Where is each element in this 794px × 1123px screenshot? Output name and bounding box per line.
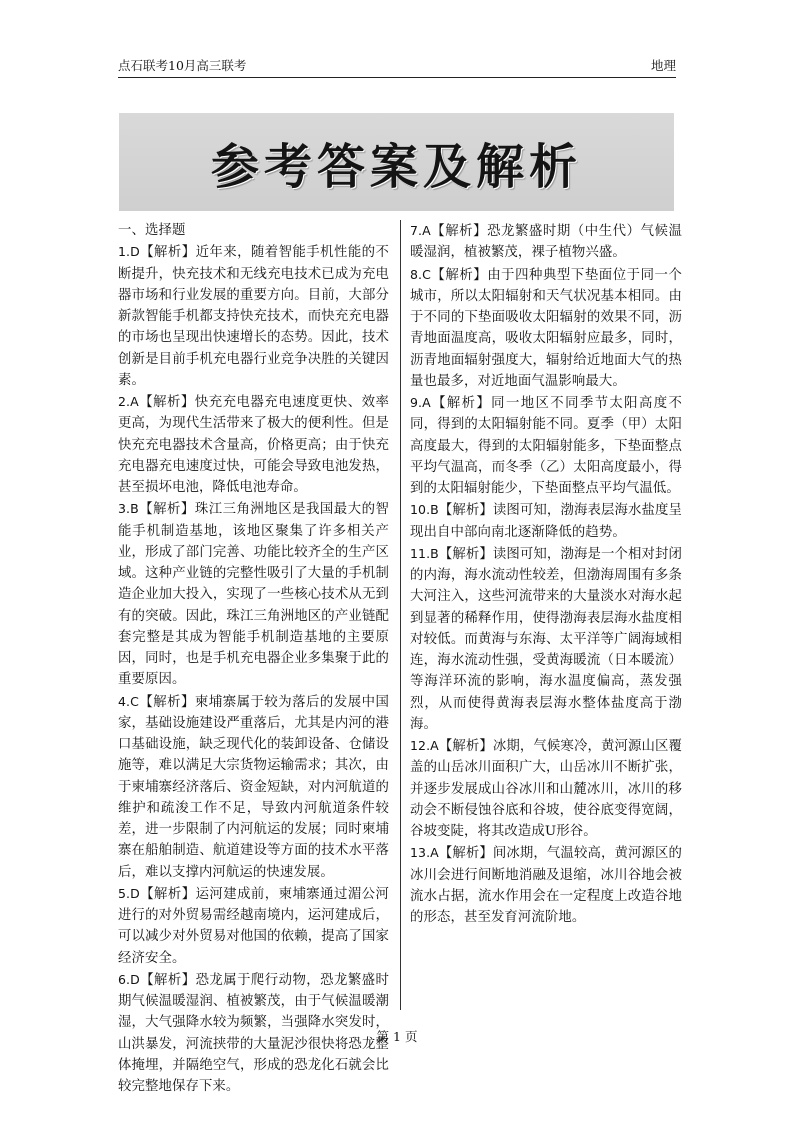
answer-number: 4.C xyxy=(118,693,139,709)
section-title: 一、选择题 xyxy=(118,223,186,238)
answer-number: 5.D xyxy=(118,885,140,901)
page-title: 参考答案及解析 xyxy=(210,138,582,195)
answer-item xyxy=(118,691,389,883)
answer-explanation: 【解析】间冰期，气温较高，黄河源区的冰川会进行间断地消融及退缩，冰川谷地会被流水占据，流水作用会在一定程度上改造谷地的形态，甚至发育河流阶地。 xyxy=(410,846,682,925)
answer-item xyxy=(410,264,682,393)
right-column xyxy=(410,220,682,928)
answer-number: 12.A xyxy=(410,738,439,753)
answer-item xyxy=(410,543,682,735)
answer-item xyxy=(410,735,682,842)
answer-explanation: 【解析】快充充电器充电速度更快、效率更高，为现代生活带来了极大的便利性。但是快充充电器技术含量高，价格更高；由于快充充电器充电速度过快，可能会导致电池发热，甚至损坏电池，降低电池寿命。 xyxy=(118,395,389,495)
answer-explanation: 【解析】同一地区不同季节太阳高度不同，得到的太阳辐射能不同。夏季（甲）太阳高度最大，得到的太阳辐射能多，下垫面整点平均气温高，而冬季（乙）太阳高度最小，得到的太阳辐射能少，下垫面整点平均气温低。 xyxy=(410,396,682,496)
answer-number: 2.A xyxy=(118,394,139,409)
answer-number: 9.A xyxy=(410,395,431,410)
answer-explanation: 【解析】恐龙繁盛时期（中生代）气候温暖湿润，植被繁茂，裸子植物兴盛。 xyxy=(410,224,682,261)
answer-item xyxy=(118,883,389,969)
answer-number: 6.D xyxy=(118,971,140,987)
answer-item xyxy=(118,498,389,690)
answer-explanation: 【解析】珠江三角洲地区是我国最大的智能手机制造基地，该地区聚集了许多相关产业，形成了部门完善、功能比较齐全的生产区域。这种产业链的完整性吸引了大量的手机制造企业加大投入，实现了一些核心技术从无到有的突破。因此，珠江三角洲地区的产业链配套完整是其成为智能手机制造基地的主要原因，同时，也是手机充电器企业多集聚于此的重要原因。 xyxy=(118,502,389,688)
answer-number: 7.A xyxy=(410,223,431,238)
answer-number: 1.D xyxy=(118,244,140,260)
answer-number: 11.B xyxy=(410,545,439,561)
answer-item xyxy=(410,392,682,499)
answer-explanation: 【解析】运河建成前，柬埔寨通过湄公河进行的对外贸易需经越南境内，运河建成后，可以减少对外贸易对他国的依赖，提高了国家经济安全。 xyxy=(118,886,389,966)
header-rule xyxy=(118,77,676,78)
column-divider xyxy=(400,220,401,1010)
running-header xyxy=(118,55,676,75)
answer-number: 13.A xyxy=(410,845,439,861)
answer-explanation: 【解析】读图可知，渤海是一个相对封闭的内海，海水流动性较差，但渤海周围有多条大河注入，这些河流带来的大量淡水对海水起到显著的稀释作用，使得渤海表层海水盐度相对较低。而黄海与东海、太平洋等广阔海域相连，海水流动性强，受黄海暖流（日本暖流）等海洋环流的影响，海水温度偏高，蒸发强烈，从而使得黄海表层海水整体盐度高于渤海。 xyxy=(410,546,682,732)
answer-item xyxy=(118,391,389,498)
answer-explanation: 【解析】柬埔寨属于较为落后的发展中国家，基础设施建设严重落后，尤其是内河的港口基础设施，缺乏现代化的装卸设备、仓储设施等，难以满足大宗货物运输需求；其次，由于柬埔寨经济落后、资金短缺，对内河航道的维护和疏浚工作不足，导致内河航道条件较差，进一步限制了内河航运的发展；同时柬埔寨在船舶制造、航道建设等方面的技术水平落后，难以支撑内河航运的快速发展。 xyxy=(118,694,389,880)
answer-number: 10.B xyxy=(410,502,439,518)
answer-item xyxy=(118,241,389,391)
subject-name: 地理 xyxy=(650,58,676,73)
left-column xyxy=(118,220,389,1097)
answer-number: 8.C xyxy=(410,266,431,282)
answer-item xyxy=(410,220,682,264)
title-banner xyxy=(119,113,674,211)
exam-name: 点石联考10月高三联考 xyxy=(118,58,247,73)
answer-explanation: 【解析】恐龙属于爬行动物，恐龙繁盛时期气候温暖湿润、植被繁茂，由于气候温暖潮湿，大气强降水较为频繁，当强降水突发时，山洪暴发，河流挟带的大量泥沙很快将恐龙整体掩埋，并隔绝空气，形成的恐龙化石就会比较完整地保存下来。 xyxy=(118,972,389,1094)
page-number: 第 1 页 xyxy=(376,1029,418,1044)
answer-number: 3.B xyxy=(118,501,139,517)
answer-explanation: 【解析】由于四种典型下垫面位于同一个城市，所以太阳辐射和天气状况基本相同。由于不同的下垫面吸收太阳辐射的效果不同，沥青地面温度高，吸收太阳辐射应最多，同时，沥青地面辐射强度大，辐射给近地面大气的热量也最多，对近地面气温影响最大。 xyxy=(410,267,682,389)
answer-item xyxy=(410,499,682,543)
answer-explanation: 【解析】读图可知，渤海表层海水盐度呈现出自中部向南北逐渐降低的趋势。 xyxy=(410,503,682,540)
answer-item xyxy=(410,842,682,928)
answer-explanation: 【解析】近年来，随着智能手机性能的不断提升，快充技术和无线充电技术已成为充电器市场和行业发展的重要方向。目前，大部分新款智能手机都支持快充技术，而快充充电器的市场也呈现出快速增长的态势。因此，技术创新是目前手机充电器行业竞争决胜的关键因素。 xyxy=(118,245,389,388)
answer-explanation: 【解析】冰期，气候寒冷，黄河源山区覆盖的山岳冰川面积广大，山岳冰川不断扩张，并逐步发展成山谷冰川和山麓冰川，冰川的移动会不断侵蚀谷底和谷坡，使谷底变得宽阔，谷坡变陡，将其改造成U形谷。 xyxy=(410,739,682,839)
